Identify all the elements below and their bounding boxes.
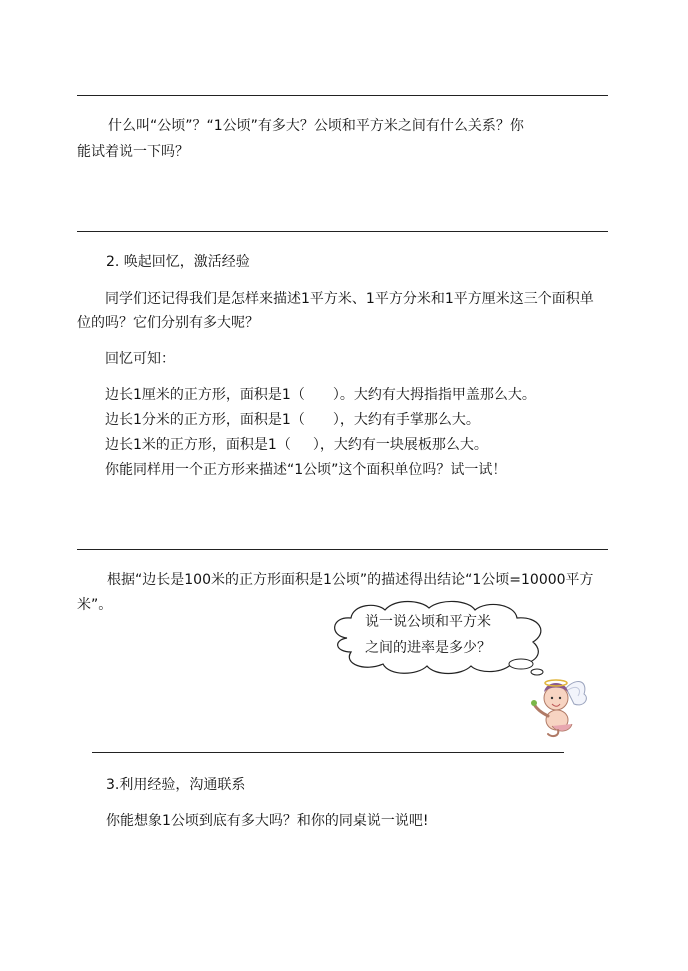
section2-intro-line-2: 位的吗？它们分别有多大呢？ [77,315,259,331]
recall-item-suffix: ），大约有一块展板那么大。 [312,437,488,453]
recall-item-suffix: ），大约有手掌那么大。 [332,412,480,428]
thought-bubble-text [365,609,525,661]
conclusion-line-1: 根据“边长是100米的正方形面积是1公顷”的描述得出结论“1公顷=10000平方 [107,572,594,588]
cupid-illustration [528,668,588,738]
conclusion-line-2: 米”。 [77,597,113,613]
section2-heading: 2. 唤起回忆，激活经验 [106,254,250,270]
divider-top [77,95,608,96]
divider-section2 [77,231,608,232]
section2-intro-line-1: 同学们还记得我们是怎样来描述1平方米、1平方分米和1平方厘米这三个面积单 [105,291,594,307]
divider-conclusion [77,549,608,550]
recall-item-prefix: 边长1米的正方形，面积是1（ [105,437,291,453]
recall-item-suffix: ）。大约有大拇指指甲盖那么大。 [332,387,536,403]
recall-label: 回忆可知： [105,351,175,367]
bubble-line-2: 之间的进率是多少？ [365,640,491,656]
recall-item-cm [105,383,536,407]
bubble-line-1: 说一说公顷和平方米 [365,614,491,630]
recall-item-prefix: 边长1分米的正方形，面积是1（ [105,412,305,428]
recall-item-dm [105,408,480,432]
section3-heading: 3.利用经验，沟通联系 [106,777,246,793]
question-line-1: 什么叫“公顷”？“1公顷”有多大？公顷和平方米之间有什么关系？你 [108,118,524,134]
question-line-2: 能试着说一下吗？ [77,144,189,160]
recall-item-prefix: 边长1厘米的正方形，面积是1（ [105,387,305,403]
divider-section3 [92,752,564,753]
section2-prompt: 你能同样用一个正方形来描述“1公顷”这个面积单位吗？试一试！ [105,462,507,478]
section3-question: 你能想象1公顷到底有多大吗？和你的同桌说一说吧! [106,813,429,829]
recall-item-m [105,433,488,457]
